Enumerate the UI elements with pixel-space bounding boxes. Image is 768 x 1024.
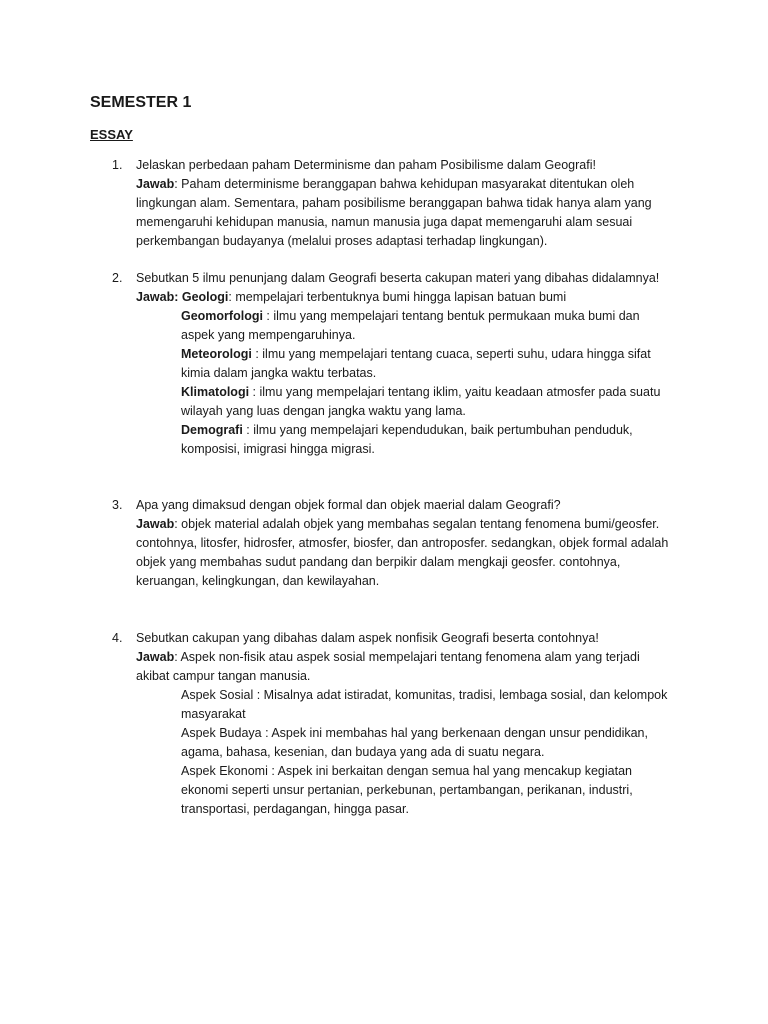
answer-line: Jawab: objek material adalah objek yang membahas segalan tentang fenomena bumi/geosfer.: [136, 517, 660, 531]
question-text: Apa yang dimaksud dengan objek formal dan objek maerial dalam Geografi?: [136, 498, 561, 512]
item-continuation: wilayah yang luas dengan jangka waktu yang lama.: [181, 404, 466, 418]
question-text: Jelaskan perbedaan paham Determinisme dan paham Posibilisme dalam Geografi!: [136, 158, 596, 172]
question-number: 2.: [112, 271, 123, 285]
question-number: 4.: [112, 631, 123, 645]
jawab-label: Jawab: [136, 177, 175, 191]
aspect-continuation: agama, bahasa, kesenian, dan budaya yang ada di suatu negara.: [181, 745, 545, 759]
jawab-label: Jawab: [136, 650, 175, 664]
answer-line: Jawab: Geologi: mempelajari terbentuknya bumi hingga lapisan batuan bumi: [136, 290, 567, 304]
item-demografi: Demografi : ilmu yang mempelajari kependudukan, baik pertumbuhan penduduk,: [181, 423, 633, 437]
question-text: Sebutkan 5 ilmu penunjang dalam Geografi beserta cakupan materi yang dibahas didalamnya!: [136, 271, 660, 285]
question-4: [112, 629, 682, 819]
section-title: ESSAY: [90, 127, 133, 142]
question-number: 1.: [112, 158, 123, 172]
answer-line: memengaruhi kehidupan manusia, namun manusia juga dapat memengaruhi alam sesuai: [136, 215, 633, 229]
question-text: Sebutkan cakupan yang dibahas dalam aspek nonfisik Geografi beserta contohnya!: [136, 631, 599, 645]
item-meteorologi: Meteorologi : ilmu yang mempelajari tentang cuaca, seperti suhu, udara hingga sifat: [181, 347, 651, 361]
aspect-continuation: masyarakat: [181, 707, 246, 721]
item-continuation: kimia dalam jangka waktu terbatas.: [181, 366, 377, 380]
jawab-label: Jawab: [136, 290, 175, 304]
answer-line: perkembangan budayanya (melalui proses adaptasi terhadap lingkungan).: [136, 234, 548, 248]
answer-line: lingkungan alam. Sementara, paham posibilisme beranggapan bahwa tidak hanya alam yang: [136, 196, 652, 210]
answer-line: akibat campur tangan manusia.: [136, 669, 311, 683]
question-1: [112, 156, 682, 251]
page-heading: SEMESTER 1: [90, 94, 192, 111]
item-geomorfologi: Geomorfologi : ilmu yang mempelajari tentang bentuk permukaan muka bumi dan: [181, 309, 640, 323]
question-3: [112, 496, 682, 591]
aspect-continuation: ekonomi seperti unsur pertanian, perkebunan, pertambangan, perikanan, industri,: [181, 783, 633, 797]
item-continuation: aspek yang mempengaruhinya.: [181, 328, 356, 342]
answer-line: keruangan, kelingkungan, dan kewilayahan.: [136, 574, 380, 588]
answer-line: Jawab: Aspek non-fisik atau aspek sosial mempelajari tentang fenomena alam yang terjadi: [136, 650, 640, 664]
term-geologi: Geologi: [181, 290, 229, 304]
jawab-label: Jawab: [136, 517, 175, 531]
aspect-ekonomi: Aspek Ekonomi : Aspek ini berkaitan dengan semua hal yang mencakup kegiatan: [181, 764, 632, 778]
answer-line: Jawab: Paham determinisme beranggapan bahwa kehidupan masyarakat ditentukan oleh: [136, 177, 635, 191]
answer-line: objek yang membahas sudut pandang dan berpikir dalam mengkaji geosfer. contohnya,: [136, 555, 621, 569]
item-continuation: komposisi, imigrasi hingga migrasi.: [181, 442, 375, 456]
question-2: [112, 269, 682, 459]
aspect-continuation: transportasi, perdagangan, hingga pasar.: [181, 802, 409, 816]
aspect-sosial: Aspek Sosial : Misalnya adat istiradat, komunitas, tradisi, lembaga sosial, dan kelompok: [181, 688, 668, 702]
item-klimatologi: Klimatologi : ilmu yang mempelajari tentang iklim, yaitu keadaan atmosfer pada suatu: [181, 385, 661, 399]
answer-line: contohnya, litosfer, hidrosfer, atmosfer, biosfer, dan antroposfer. sedangkan, objek formal adalah: [136, 536, 669, 550]
aspect-budaya: Aspek Budaya : Aspek ini membahas hal yang berkenaan dengan unsur pendidikan,: [181, 726, 648, 740]
question-number: 3.: [112, 498, 123, 512]
